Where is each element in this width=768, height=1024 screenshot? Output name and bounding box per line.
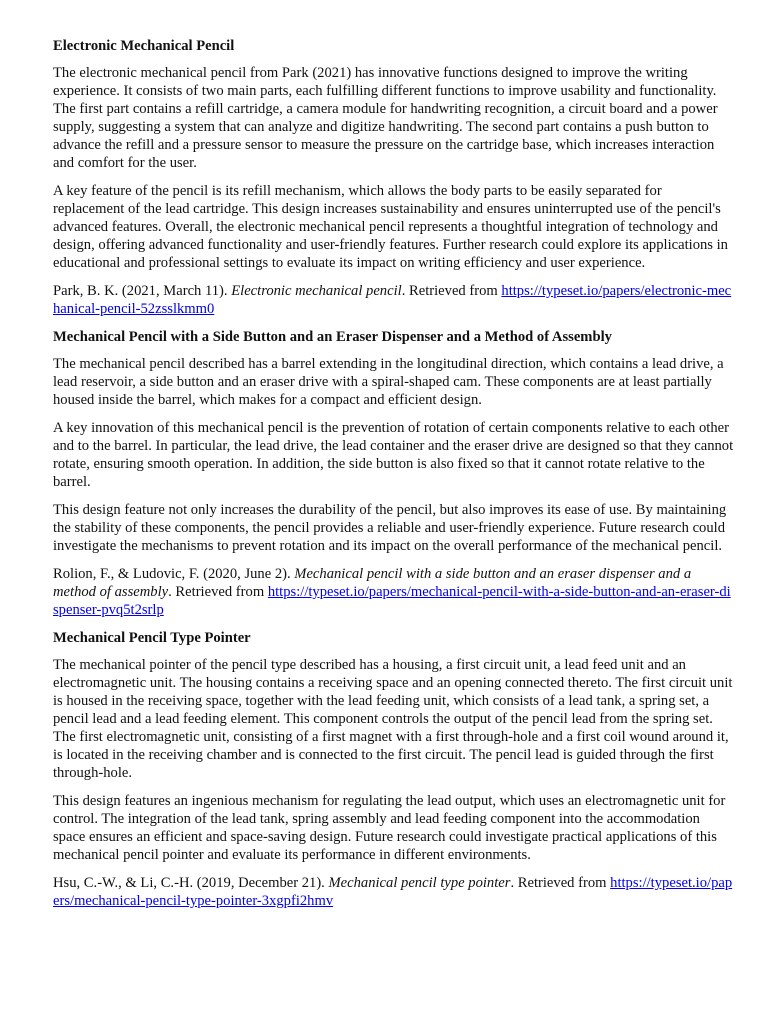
section-heading: Mechanical Pencil with a Side Button and an Eraser Dispenser and a Method of Assembly xyxy=(53,329,612,345)
reference-link[interactable]: https://typeset.io/papers/mechanical-pencil-type-pointer-3xgpfi2hmv xyxy=(53,875,733,909)
paragraph: This design features an ingenious mechanism for regulating the lead output, which uses an electromagnetic unit for control. The integration of the lead tank, spring assembly and lead feeding component into the accommodation space ensures an efficient and space-saving design. Future research could investigate practical applications of this mechanical pencil pointer and evaluate its performance in different environments. xyxy=(53,793,726,863)
reference-authors: Park, B. K. (2021, March 11). xyxy=(53,283,232,299)
reference-title: Electronic mechanical pencil xyxy=(231,283,402,299)
section-heading: Mechanical Pencil Type Pointer xyxy=(53,630,251,646)
reference xyxy=(53,874,734,910)
section-pencil-type-pointer xyxy=(53,629,734,910)
paragraph: The mechanical pencil described has a barrel extending in the longitudinal direction, which contains a lead drive, a lead reservoir, a side button and an eraser drive with a spiral-shaped cam. These components are at least partially housed inside the barrel, which makes for a compact and efficient design. xyxy=(53,356,724,408)
reference-retrieved: . Retrieved from xyxy=(168,584,268,600)
section-side-button-pencil xyxy=(53,328,734,619)
paragraph: The electronic mechanical pencil from Park (2021) has innovative functions designed to improve the writing experience. It consists of two main parts, each fulfilling different functions to improve usability and functionality. The first part contains a refill cartridge, a camera module for handwriting recognition, a circuit board and a power supply, suggesting a system that can analyze and digitize handwriting. The second part contains a push button to advance the refill and a pressure sensor to measure the pressure on the cartridge base, which increases interaction and comfort for the user. xyxy=(53,65,718,171)
reference-link[interactable]: https://typeset.io/papers/mechanical-pencil-with-a-side-button-and-an-eraser-dispenser-pvq5t2srlp xyxy=(53,584,731,618)
reference-link[interactable]: https://typeset.io/papers/electronic-mechanical-pencil-52zsslkmm0 xyxy=(53,283,732,317)
reference-title: Mechanical pencil with a side button and an eraser dispenser and a method of assembly xyxy=(53,566,692,600)
section-electronic-mechanical-pencil xyxy=(53,37,734,318)
paragraph: The mechanical pointer of the pencil type described has a housing, a first circuit unit, a lead feed unit and an electromagnetic unit. The housing contains a receiving space and an opening connected thereto. The first circuit unit is housed in the receiving space, together with the lead feeding unit, which consists of a lead tank, a spring set, a pencil lead and a lead feeding element. This component controls the output of the pencil lead from the spring set. The first electromagnetic unit, consisting of a first magnet with a first through-hole and a first coil wound around it, is located in the receiving chamber and is connected to the first circuit. The pencil lead is guided through the first through-hole. xyxy=(53,657,733,781)
reference xyxy=(53,282,734,318)
reference-retrieved: . Retrieved from xyxy=(401,283,502,299)
section-heading: Electronic Mechanical Pencil xyxy=(53,38,235,54)
paragraph: A key innovation of this mechanical pencil is the prevention of rotation of certain components relative to each other and to the barrel. In particular, the lead drive, the lead container and the eraser drive are designed so that they cannot rotate, ensuring smooth operation. In addition, the side button is also fixed so that it cannot rotate relative to the barrel. xyxy=(53,420,734,490)
reference-title: Mechanical pencil type pointer xyxy=(328,875,511,891)
reference-authors: Hsu, C.-W., & Li, C.-H. (2019, December 21). xyxy=(53,875,329,891)
reference-authors: Rolion, F., & Ludovic, F. (2020, June 2). xyxy=(53,566,295,582)
reference-retrieved: . Retrieved from xyxy=(510,875,611,891)
paragraph: A key feature of the pencil is its refill mechanism, which allows the body parts to be easily separated for replacement of the lead cartridge. This design increases sustainability and ensures uninterrupted use of the pencil's advanced features. Overall, the electronic mechanical pencil represents a thoughtful integration of technology and design, offering advanced functionality and user-friendly features. Further research could explore its applications in educational and professional settings to evaluate its impact on writing efficiency and user experience. xyxy=(53,183,728,271)
reference xyxy=(53,565,734,619)
paragraph: This design feature not only increases the durability of the pencil, but also improves its ease of use. By maintaining the stability of these components, the pencil provides a reliable and user-friendly experience. Future research could investigate the mechanisms to prevent rotation and its impact on the overall performance of the mechanical pencil. xyxy=(53,502,727,554)
